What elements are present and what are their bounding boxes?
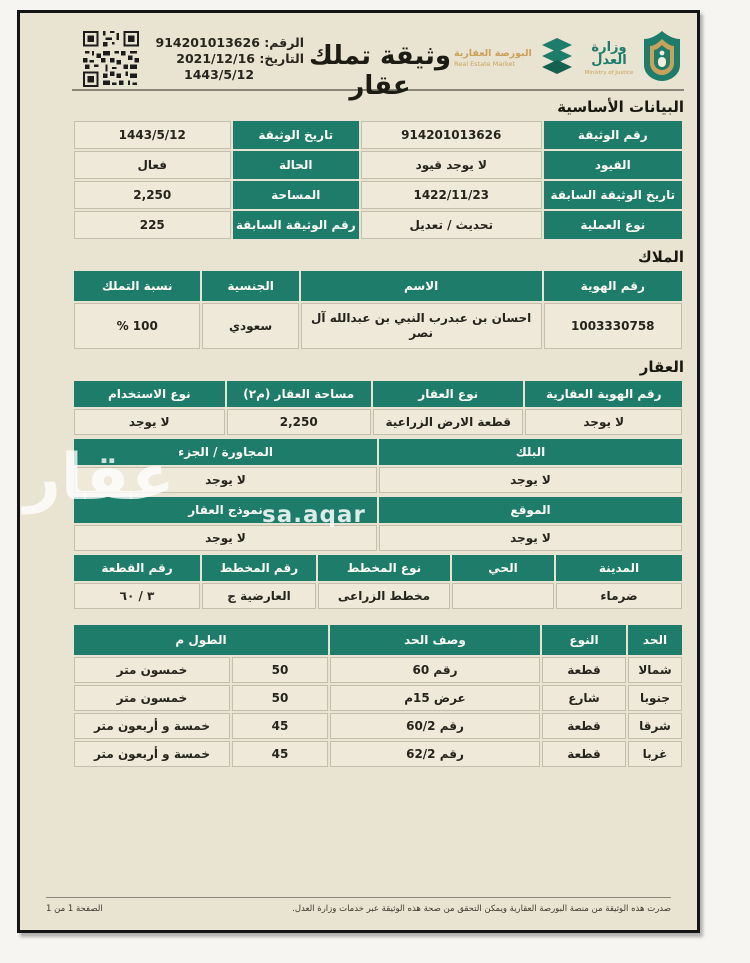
field-label: رقم الوثيقة السابقة: [233, 211, 359, 239]
field-value: العارضية ج: [202, 583, 316, 609]
table-header-row: [74, 381, 682, 407]
field-value: لا يوجد: [379, 525, 682, 551]
field-value: قطعة الارض الزراعية: [373, 409, 524, 435]
field-value: لا يوجد قيود: [361, 151, 542, 179]
table-row: [74, 211, 682, 239]
field-value: [452, 583, 554, 609]
column-header: رقم المخطط: [202, 555, 316, 581]
owner-id: 1003330758: [544, 303, 682, 349]
ministry-of-justice-wordmark: وزارة العدل Ministry of Justice: [584, 40, 634, 76]
field-value: مخطط الزراعى: [318, 583, 450, 609]
column-header: نوع العقار: [373, 381, 524, 407]
owner-nationality: سعودي: [202, 303, 298, 349]
footer-note: صدرت هذه الوثيقة من منصة البورصة العقارية ويمكن التحقق من صحة هذه الوثيقة عبر خدمات وزارة العدل.: [292, 904, 671, 914]
column-header: الموقع: [379, 497, 682, 523]
border-type: قطعة: [542, 657, 626, 683]
table-row: [74, 525, 682, 551]
owner-share: % 100: [74, 303, 200, 349]
page-footer: [46, 897, 671, 914]
column-header: الحد: [628, 625, 682, 655]
border-type: قطعة: [542, 741, 626, 767]
border-direction: شرقا: [628, 713, 682, 739]
property-table-1: [72, 379, 684, 437]
column-header: مساحة العقار (م٢): [227, 381, 371, 407]
field-value: ضرماء: [556, 583, 682, 609]
border-type: شارع: [542, 685, 626, 711]
field-value: 914201013626: [361, 121, 542, 149]
basic-data-table: [72, 119, 684, 241]
page-number: الصفحة 1 من 1: [46, 904, 103, 914]
border-description: رقم 60: [330, 657, 540, 683]
border-length-words: خمسون متر: [74, 657, 230, 683]
real-estate-market-logo-icon: [533, 35, 579, 89]
field-value: لا يوجد: [379, 467, 682, 493]
property-table-4: [72, 553, 684, 611]
watermark-arabic: عقار: [24, 441, 175, 515]
table-header-row: [74, 497, 682, 523]
column-header: نموذج العقار: [74, 497, 377, 523]
field-label: المساحة: [233, 181, 359, 209]
table-row: [74, 657, 682, 683]
field-label: تاريخ الوثيقة السابقة: [544, 181, 682, 209]
table-row: [74, 121, 682, 149]
section-title-owners: الملاك: [638, 248, 684, 266]
owner-name: احسان بن عبدرب النبي بن عبدالله آل نصر: [301, 303, 542, 349]
border-length-words: خمسون متر: [74, 685, 230, 711]
column-header: نسبة التملك: [74, 271, 200, 301]
border-length-words: خمسة و أربعون متر: [74, 713, 230, 739]
table-row: [74, 181, 682, 209]
border-direction: شمالا: [628, 657, 682, 683]
watermark-latin: sa.aqar: [262, 502, 366, 528]
border-length: 45: [232, 741, 328, 767]
table-header-row: [74, 555, 682, 581]
field-value: 1422/11/23: [361, 181, 542, 209]
border-length-words: خمسة و أربعون متر: [74, 741, 230, 767]
column-header: الطول م: [74, 625, 328, 655]
column-header: نوع المخطط: [318, 555, 450, 581]
column-header: البلك: [379, 439, 682, 465]
border-description: رقم 62/2: [330, 741, 540, 767]
table-header-row: [74, 439, 682, 465]
column-header: المجاورة / الجزء: [74, 439, 377, 465]
field-label: رقم الوثيقة: [544, 121, 682, 149]
field-value: ٣ / ٦٠: [74, 583, 200, 609]
table-row: [74, 151, 682, 179]
border-description: عرض 15م: [330, 685, 540, 711]
table-row: [74, 467, 682, 493]
border-length: 50: [232, 657, 328, 683]
field-value: 225: [74, 211, 231, 239]
property-table-2: [72, 437, 684, 495]
field-label: الحالة: [233, 151, 359, 179]
border-direction: غربا: [628, 741, 682, 767]
document-page: [17, 10, 700, 933]
border-length: 45: [232, 713, 328, 739]
field-label: نوع العملية: [544, 211, 682, 239]
table-row: [74, 741, 682, 767]
property-table-3: [72, 495, 684, 553]
doc-date-hijri: 1443/5/12: [184, 67, 255, 82]
column-header: الحي: [452, 555, 554, 581]
column-header: الاسم: [301, 271, 542, 301]
doc-number-line: الرقم: 914201013626: [155, 35, 304, 50]
column-header: رقم الهوية: [544, 271, 682, 301]
table-header-row: [74, 271, 682, 301]
field-value: فعال: [74, 151, 231, 179]
document-number-block: [138, 35, 304, 83]
field-value: لا يوجد: [74, 409, 225, 435]
owners-table: [72, 269, 684, 351]
page-title: وثيقة تملك عقار: [308, 41, 452, 101]
document-header: [20, 13, 697, 101]
column-header: رقم الهوية العقارية: [525, 381, 682, 407]
border-type: قطعة: [542, 713, 626, 739]
section-title-basic-data: البيانات الأساسية: [557, 98, 684, 116]
field-value: 2,250: [227, 409, 371, 435]
field-value: 1443/5/12: [74, 121, 231, 149]
table-row: [74, 685, 682, 711]
column-header: نوع الاستخدام: [74, 381, 225, 407]
table-row: [74, 409, 682, 435]
real-estate-market-wordmark: البورصة العقارية Real Estate Market: [454, 48, 532, 68]
table-row: [74, 303, 682, 349]
column-header: وصف الحد: [330, 625, 540, 655]
column-header: النوع: [542, 625, 626, 655]
field-value: 2,250: [74, 181, 231, 209]
field-label: تاريخ الوثيقة: [233, 121, 359, 149]
field-label: القيود: [544, 151, 682, 179]
qr-code-icon: [83, 31, 139, 87]
table-header-row: [74, 625, 682, 655]
border-description: رقم 60/2: [330, 713, 540, 739]
column-header: المدينة: [556, 555, 682, 581]
ministry-of-justice-emblem-icon: [640, 29, 684, 87]
doc-date-line: التاريخ: 2021/12/16: [176, 51, 304, 66]
section-title-property: العقار: [639, 358, 684, 376]
field-value: تحديث / تعديل: [361, 211, 542, 239]
table-row: [74, 713, 682, 739]
border-direction: جنوبا: [628, 685, 682, 711]
column-header: الجنسية: [202, 271, 298, 301]
border-length: 50: [232, 685, 328, 711]
field-value: لا يوجد: [74, 525, 377, 551]
field-value: لا يوجد: [74, 467, 377, 493]
column-header: رقم القطعة: [74, 555, 200, 581]
field-value: لا يوجد: [525, 409, 682, 435]
table-row: [74, 583, 682, 609]
borders-table: [72, 623, 684, 769]
